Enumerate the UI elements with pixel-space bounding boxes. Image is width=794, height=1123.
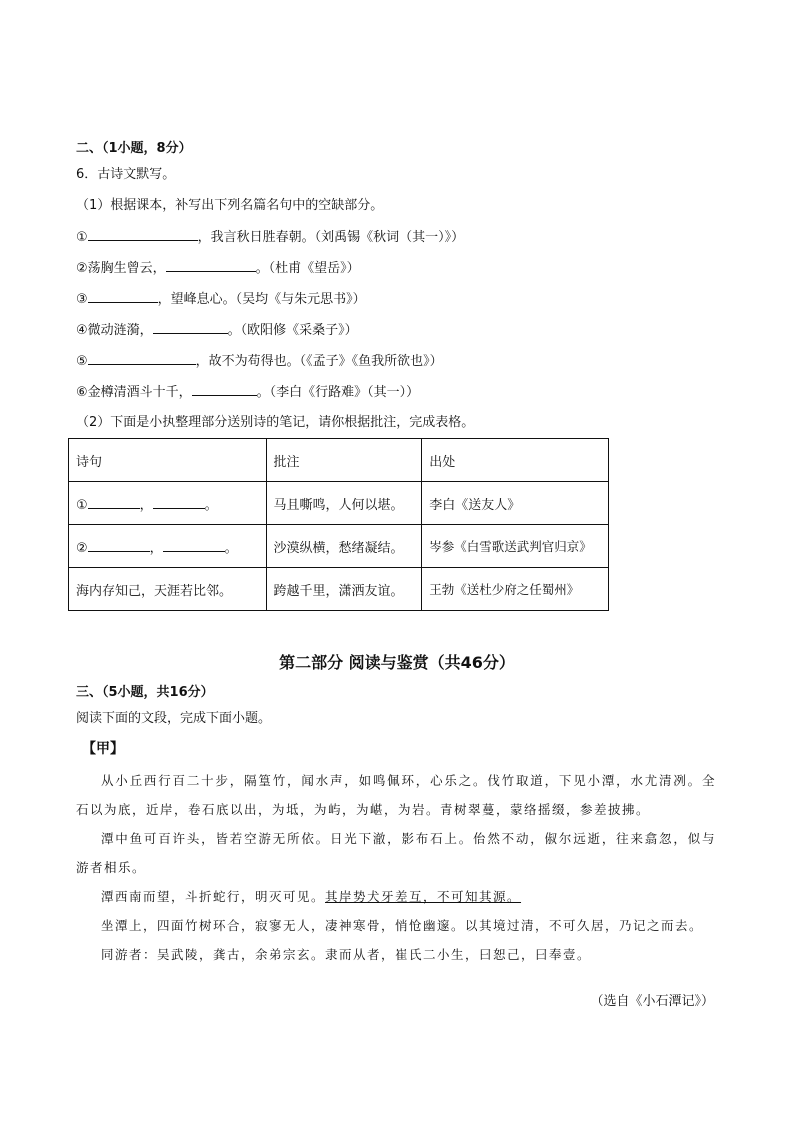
passage-source: （选自《小石潭记》） [590, 994, 714, 1009]
passage-paragraph [76, 882, 716, 911]
table-header: 出处 [422, 439, 609, 482]
answer-blank[interactable] [88, 496, 140, 509]
fill-item-5 [76, 352, 443, 371]
passage-paragraph: 潭中鱼可百许头，皆若空游无所依。日光下澈，影布石上。佁然不动，俶尔远逝，往来翕忽，似与游者相乐。 [76, 831, 716, 875]
fill-item-4 [76, 321, 358, 340]
table-header: 批注 [266, 439, 422, 482]
poem-cell [69, 482, 267, 525]
punctuation: 。 [204, 497, 218, 513]
item-text: 。（李白《行路难》（其一）） [256, 385, 420, 400]
part-two-title: 第二部分 阅读与鉴赏（共46分） [279, 653, 515, 672]
item-text: 荡胸生曾云， [87, 261, 166, 276]
passage-paragraph: 同游者：吴武陵，龚古，余弟宗玄。隶而从者，崔氏二小生，曰恕己，曰奉壹。 [101, 947, 592, 962]
fill-item-3 [76, 290, 366, 309]
item-text: 。（杜甫《望岳》） [255, 261, 360, 276]
item-text: ，望峰息心。（吴均《与朱元思书》） [157, 292, 366, 307]
item-text: ，我言秋日胜春朝。（刘禹锡《秋词（其一）》） [197, 230, 465, 245]
answer-blank[interactable] [88, 228, 198, 241]
answer-blank[interactable] [88, 352, 196, 365]
source-cell: 李白《送友人》 [422, 482, 609, 525]
note-cell: 沙漠纵横，愁绪凝结。 [266, 525, 422, 568]
underlined-sentence: 其岸势犬牙差互，不可知其源。 [325, 889, 522, 904]
question-6-part-2: （2）下面是小执整理部分送别诗的笔记，请你根据批注，完成表格。 [76, 415, 475, 430]
fill-item-1 [76, 228, 464, 247]
answer-blank[interactable] [192, 383, 257, 396]
item-text: 微动涟漪， [87, 323, 153, 338]
question-6-title: 6．古诗文默写。 [76, 167, 176, 182]
fill-item-2 [76, 259, 360, 278]
source-cell: 岑参《白雪歌送武判官归京》 [422, 525, 609, 568]
fill-item-6 [76, 383, 419, 402]
note-cell: 跨越千里，潇洒友谊。 [266, 568, 422, 611]
question-6-part-1: （1）根据课本，补写出下列名篇名句中的空缺部分。 [76, 198, 384, 213]
item-number: ⑥ [76, 385, 88, 400]
passage-paragraph: 从小丘西行百二十步，隔篁竹，闻水声，如鸣佩环，心乐之。伐竹取道，下见小潭，水尤清冽。全石以为底，近岸，卷石底以出，为坻，为屿，为嵁，为岩。青树翠蔓，蒙络摇缀，参差披拂。 [76, 773, 716, 817]
item-number: ③ [76, 292, 88, 307]
item-number: ⑤ [76, 354, 88, 369]
poem-cell [69, 525, 267, 568]
item-text: 。（欧阳修《采桑子》） [227, 323, 358, 338]
reading-instructions: 阅读下面的文段，完成下面小题。 [76, 711, 272, 726]
note-cell: 马且嘶鸣，人何以堪。 [266, 482, 422, 525]
answer-blank[interactable] [163, 539, 225, 552]
punctuation: ， [139, 497, 153, 513]
passage-sentence: 潭西南而望，斗折蛇行，明灭可见。 [101, 889, 326, 904]
punctuation: 。 [224, 540, 238, 556]
item-text: 金樽清酒斗十千， [87, 385, 192, 400]
item-number: ② [76, 261, 88, 276]
passage-paragraph: 坐潭上，四面竹树环合，寂寥无人，凄神寒骨，悄怆幽邃。以其境过清，不可久居，乃记之而去。 [101, 918, 704, 933]
answer-blank[interactable] [166, 259, 256, 272]
item-number: ① [76, 230, 88, 245]
item-number: ④ [76, 323, 88, 338]
punctuation: ， [149, 540, 163, 556]
table-row [69, 568, 609, 611]
item-text: ，故不为苟得也。（《孟子》《鱼我所欲也》） [195, 354, 443, 369]
passage-label: 【甲】 [82, 741, 124, 757]
table-header: 诗句 [69, 439, 267, 482]
table-row [69, 482, 609, 525]
source-cell: 王勃《送杜少府之任蜀州》 [422, 568, 609, 611]
answer-blank[interactable] [153, 321, 228, 334]
section-three-heading: 三、（5小题，共16分） [76, 685, 214, 700]
table-row [69, 525, 609, 568]
answer-blank[interactable] [88, 539, 150, 552]
section-two-heading: 二、（1小题，8分） [76, 141, 192, 156]
table-header-row [69, 439, 609, 482]
item-number: ① [76, 497, 88, 513]
poem-cell: 海内存知己，天涯若比邻。 [69, 568, 267, 611]
poem-notes-table [68, 438, 609, 611]
answer-blank[interactable] [153, 496, 205, 509]
item-number: ② [76, 540, 88, 556]
passage-text [76, 766, 716, 969]
answer-blank[interactable] [88, 290, 158, 303]
